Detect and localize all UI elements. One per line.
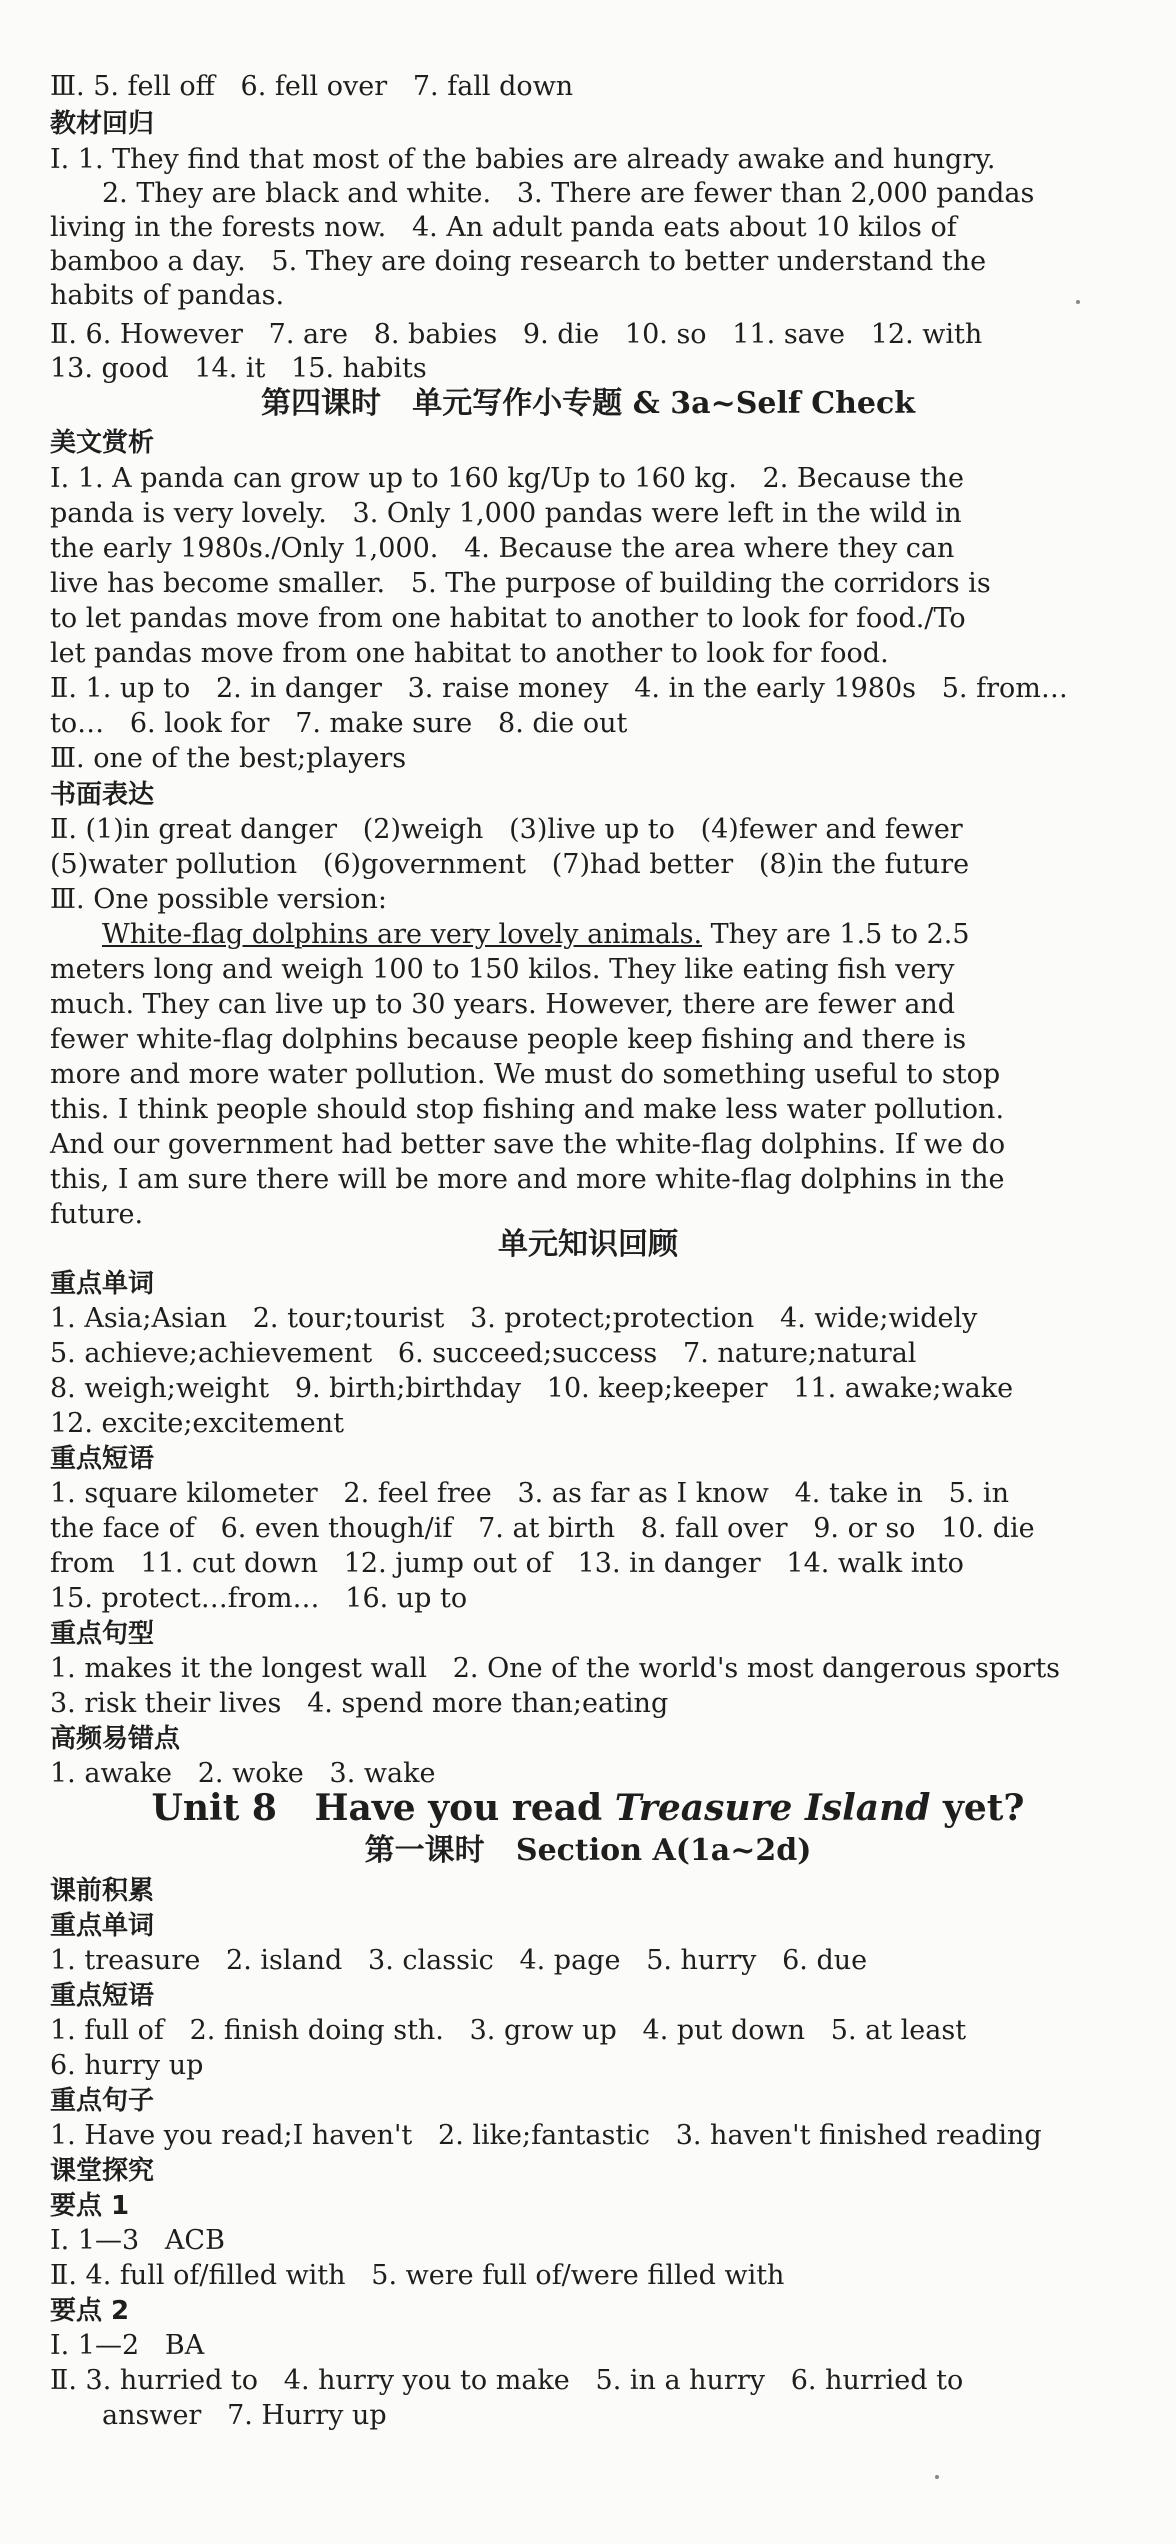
section-heading: 重点句子 <box>50 2086 155 2116</box>
text-line: answer 7. Hurry up <box>102 2400 387 2431</box>
text-line: 12. excite;excitement <box>50 1408 345 1439</box>
section-heading: 重点短语 <box>50 1444 155 1474</box>
text-line: 5. achieve;achievement 6. succeed;success 7. nature;natural <box>50 1338 917 1369</box>
text-line: the early 1980s./Only 1,000. 4. Because the area where they can <box>50 533 955 564</box>
text-line: the face of 6. even though/if 7. at birth 8. fall over 9. or so 10. die <box>50 1513 1035 1544</box>
text-line: 8. weigh;weight 9. birth;birthday 10. keep;keeper 11. awake;wake <box>50 1373 1014 1404</box>
text-line: Ⅱ. 6. However 7. are 8. babies 9. die 10. so 11. save 12. with <box>50 319 983 350</box>
text-line: Ⅰ. 1—2 BA <box>50 2330 205 2361</box>
text-line: Ⅰ. 1. They find that most of the babies are already awake and hungry. <box>50 144 996 175</box>
text-line: 2. They are black and white. 3. There are fewer than 2,000 pandas <box>102 178 1035 209</box>
text-line: fewer white-flag dolphins because people keep fishing and there is <box>50 1024 967 1055</box>
unit-title-book: Treasure Island <box>614 1787 931 1829</box>
text-line: 1. makes it the longest wall 2. One of the world's most dangerous sports <box>50 1653 1061 1684</box>
unit-title-start: Unit 8 Have you read <box>151 1787 615 1829</box>
text-line: (5)water pollution (6)government (7)had better (8)in the future <box>50 849 970 880</box>
text-line: Ⅲ. One possible version: <box>50 884 388 915</box>
text-line: habits of pandas. <box>50 280 285 311</box>
text-line: Ⅱ. 4. full of/filled with 5. were full of/were filled with <box>50 2260 785 2291</box>
text-line: this. I think people should stop fishing and make less water pollution. <box>50 1094 1005 1125</box>
section-heading: 重点短语 <box>50 1981 155 2011</box>
text-line: Ⅲ. one of the best;players <box>50 743 407 774</box>
text-line: meters long and weigh 100 to 150 kilos. They like eating fish very <box>50 954 955 985</box>
text-line: Ⅱ. (1)in great danger (2)weigh (3)live up to (4)fewer and fewer <box>50 814 963 845</box>
text-line: bamboo a day. 5. They are doing research to better understand the <box>50 246 987 277</box>
speck-mark <box>1076 300 1080 304</box>
text-line: more and more water pollution. We must do something useful to stop <box>50 1059 1001 1090</box>
text-line: Ⅱ. 1. up to 2. in danger 3. raise money 4. in the early 1980s 5. from… <box>50 673 1068 704</box>
section-heading: 重点单词 <box>50 1911 155 1941</box>
text-line: 6. hurry up <box>50 2050 204 2081</box>
text-line: this, I am sure there will be more and more white-flag dolphins in the <box>50 1164 1005 1195</box>
unit-title-end: yet? <box>930 1787 1025 1829</box>
section-heading: 美文赏析 <box>50 428 155 458</box>
section-heading: 重点句型 <box>50 1619 155 1649</box>
text-line: 1. awake 2. woke 3. wake <box>50 1758 436 1789</box>
section-heading: 重点单词 <box>50 1269 155 1299</box>
section-heading: 教材回归 <box>50 109 155 139</box>
text-line: 1. full of 2. finish doing sth. 3. grow up 4. put down 5. at least <box>50 2015 967 2046</box>
speck-mark <box>935 2475 939 2479</box>
text-line: Ⅱ. 3. hurried to 4. hurry you to make 5. in a hurry 6. hurried to <box>50 2365 964 2396</box>
lesson-title: 第一课时 Section A(1a~2d) <box>364 1833 812 1868</box>
text-line: to let pandas move from one habitat to another to look for food./To <box>50 603 966 634</box>
text-line: 1. Have you read;I haven't 2. like;fantastic 3. haven't finished reading <box>50 2120 1042 2151</box>
section-heading: 书面表达 <box>50 780 155 810</box>
text-line: Ⅲ. 5. fell off 6. fell over 7. fall down <box>50 71 574 102</box>
text-line: panda is very lovely. 3. Only 1,000 pandas were left in the wild in <box>50 498 962 529</box>
section-heading: 高频易错点 <box>50 1724 181 1754</box>
text-line: Ⅰ. 1. A panda can grow up to 160 kg/Up to 160 kg. 2. Because the <box>50 463 964 494</box>
section-heading: 要点 1 <box>50 2191 130 2221</box>
essay-opening-sentence: White-flag dolphins are very lovely animals. <box>102 919 703 950</box>
essay-first-line-rest: They are 1.5 to 2.5 <box>702 919 970 950</box>
text-line: much. They can live up to 30 years. However, there are fewer and <box>50 989 956 1020</box>
review-title: 单元知识回顾 <box>498 1227 678 1262</box>
text-line: from 11. cut down 12. jump out of 13. in danger 14. walk into <box>50 1548 964 1579</box>
text-line: And our government had better save the white-flag dolphins. If we do <box>50 1129 1006 1160</box>
text-line: 1. treasure 2. island 3. classic 4. page 5. hurry 6. due <box>50 1945 868 1976</box>
text-line: let pandas move from one habitat to another to look for food. <box>50 638 889 669</box>
text-line: 3. risk their lives 4. spend more than;eating <box>50 1688 669 1719</box>
text-line: 15. protect…from… 16. up to <box>50 1583 468 1614</box>
essay-first-line <box>102 918 1162 952</box>
text-line: 13. good 14. it 15. habits <box>50 353 427 384</box>
section-heading: 课前积累 <box>50 1876 155 1906</box>
text-line: future. <box>50 1199 144 1230</box>
text-line: 1. Asia;Asian 2. tour;tourist 3. protect;protection 4. wide;widely <box>50 1303 978 1334</box>
lesson-title: 第四课时 单元写作小专题 & 3a~Self Check <box>260 386 916 421</box>
text-line: Ⅰ. 1—3 ACB <box>50 2225 225 2256</box>
unit-title <box>0 1786 1176 1830</box>
text-line: living in the forests now. 4. An adult panda eats about 10 kilos of <box>50 212 957 243</box>
section-heading: 要点 2 <box>50 2296 130 2326</box>
text-line: live has become smaller. 5. The purpose of building the corridors is <box>50 568 991 599</box>
section-heading: 课堂探究 <box>50 2156 155 2186</box>
text-line: to… 6. look for 7. make sure 8. die out <box>50 708 628 739</box>
text-line: 1. square kilometer 2. feel free 3. as far as I know 4. take in 5. in <box>50 1478 1009 1509</box>
